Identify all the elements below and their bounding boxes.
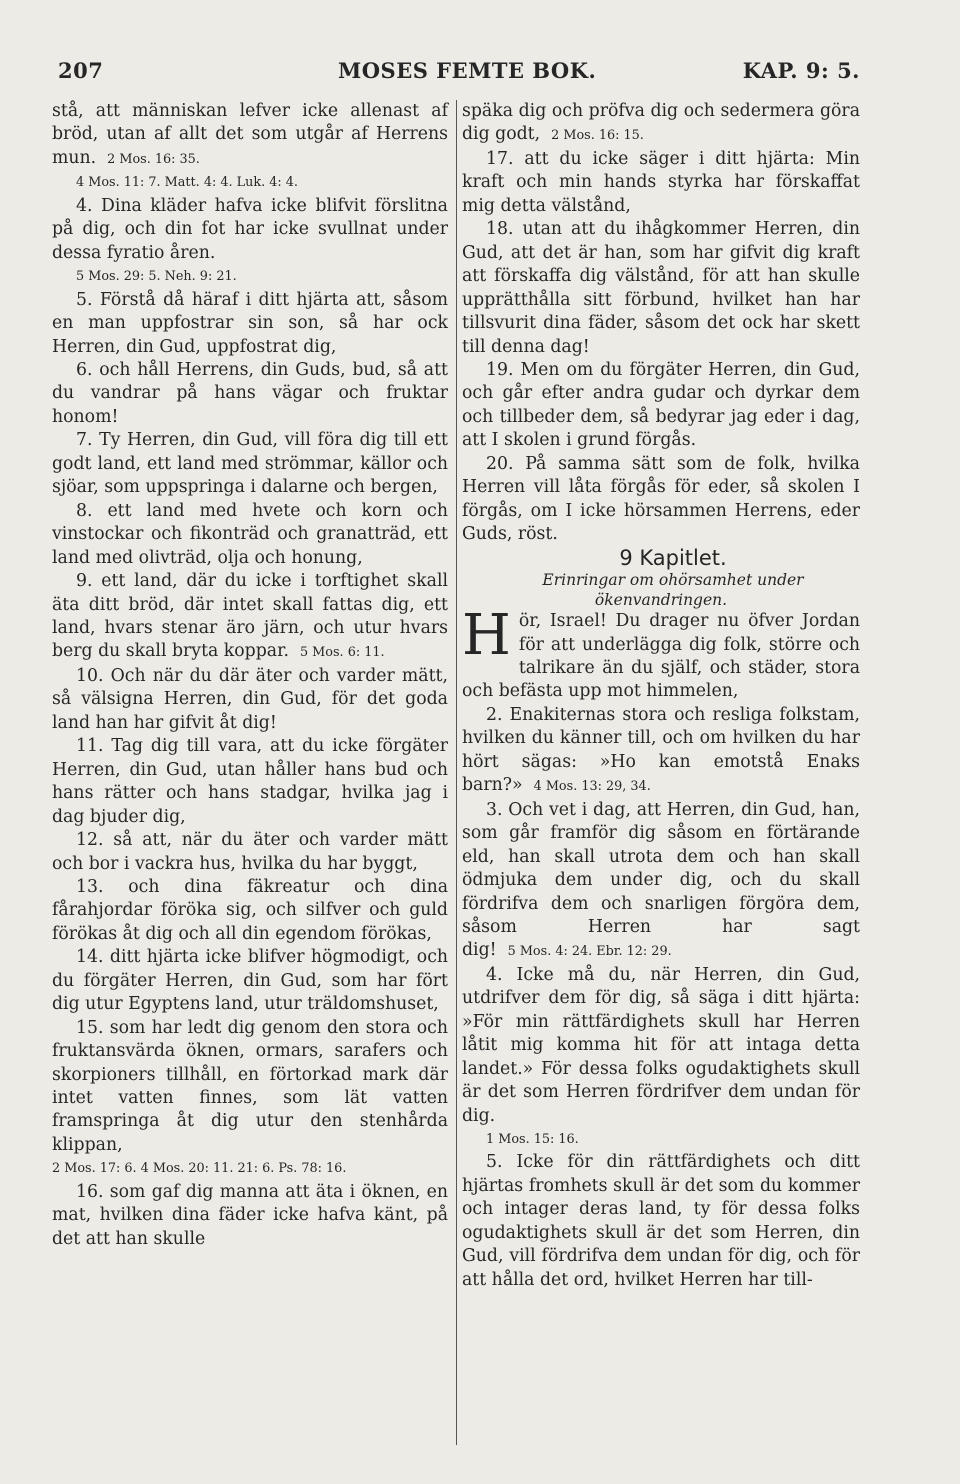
verse-text: 5. Förstå då häraf i ditt hjärta att, såsom en man uppfostrar sin son, så har ock Herren, din Gud, uppfostrat dig, — [52, 289, 448, 357]
verse-text: späka dig och pröfva dig och sedermera göra dig godt, — [462, 101, 860, 145]
verse-text: 19. Men om du förgäter Herren, din Gud, och går efter andra gudar och dyrkar dem och tillbeder dem, så bedyrar jag eder i dag, att I skolen i grund förgås. — [462, 359, 860, 451]
verse-text: 7. Ty Herren, din Gud, vill föra dig till ett godt land, ett land med strömmar, källor och sjöar, som uppspringa i dalarne och bergen, — [52, 430, 448, 498]
verse-text: 4. Dina kläder hafva icke blifvit förslitna på dig, och din fot har icke svullnat under dessa fyratio åren. — [52, 195, 448, 263]
verse-paragraph — [52, 1181, 448, 1251]
verse-text: 11. Tag dig till vara, att du icke förgäter Herren, din Gud, utan håller hans bud och hans rätter och hans stadgar, hvilka jag i dag bjuder dig, — [52, 736, 448, 827]
verse-paragraph — [52, 100, 448, 171]
verse-text: 16. som gaf dig manna att äta i öknen, en mat, hvilken dina fäder icke hafva känt, på det att han skulle — [52, 1181, 448, 1249]
verse-text: 10. Och när du där äter och varder mätt, så välsigna Herren, din Gud, för det goda land han har gifvit åt dig! — [52, 665, 448, 733]
verse-text: 3. Och vet i dag, att Herren, din Gud, han, som går framför dig såsom en förtärande eld, han skall utrota dem och han skall ödmjuka dem under dig, och du skall fördrifva dem och snarligen förgöra dem, såsom Herren har sagt dig! — [462, 799, 860, 961]
verse-paragraph — [462, 218, 860, 359]
chapter-title: 9 Kapitlet. — [619, 545, 727, 570]
verse-text: 8. ett land med hvete och korn och vinstockar och fikonträd och granatträd, ett land med olivträd, olja och honung, — [52, 500, 448, 568]
verse-paragraph — [462, 148, 860, 218]
verse-text: 14. ditt hjärta icke blifver högmodigt, och du förgäter Herren, din Gud, som har fört dig utur Egyptens land, utur träldomshuset, — [52, 947, 448, 1015]
verse-text: 15. som har ledt dig genom den stora och fruktansvärda öknen, ormars, sarafers och skorpioners tillhåll, en förtorkad mark där intet vatten finnes, som lät vatten framspringa åt dig utur den stenhårda klippan, — [52, 1017, 448, 1155]
verse-paragraph — [52, 195, 448, 265]
cross-reference: 4 Mos. 11: 7. Matt. 4: 4. Luk. 4: 4. — [76, 175, 298, 191]
cross-reference: 4 Mos. 13: 29, 34. — [533, 779, 651, 795]
cross-reference: 1 Mos. 15: 16. — [486, 1132, 579, 1148]
verse-paragraph — [462, 799, 860, 964]
verse-paragraph — [52, 500, 448, 570]
verse-paragraph — [52, 946, 448, 1016]
cross-reference: 2 Mos. 17: 6. 4 Mos. 20: 11. 21: 6. Ps. 78: 16. — [52, 1161, 347, 1177]
verse-paragraph — [52, 735, 448, 829]
verse-paragraph — [52, 876, 448, 946]
verse-paragraph — [52, 429, 448, 499]
verse-paragraph — [52, 289, 448, 359]
verse-text: 17. att du icke säger i ditt hjärta: Min kraft och min hands styrka har förskaffat mig detta välstånd, — [462, 148, 860, 216]
verse-paragraph — [462, 359, 860, 453]
page-number: 207 — [58, 58, 104, 83]
first-verse — [462, 603, 860, 704]
verse-paragraph — [462, 453, 860, 547]
verse-paragraph — [52, 665, 448, 735]
cross-reference: 5 Mos. 29: 5. Neh. 9: 21. — [76, 269, 237, 285]
cross-reference: 2 Mos. 16: 35. — [107, 151, 200, 167]
drop-cap: H — [462, 603, 511, 669]
cross-reference: 5 Mos. 6: 11. — [299, 645, 385, 661]
verse-paragraph — [462, 1151, 860, 1292]
verse-text: 2. Enakiternas stora och resliga folkstam, hvilken du känner till, och om hvilken du har hört sägas: »Ho kan emotstå Enaks barn?» — [462, 704, 860, 796]
verse-text: 9. ett land, där du icke i torftighet skall äta ditt bröd, där intet skall fattas dig, ett land, hvars stenar äro järn, och utur hvars berg du skall bryta koppar. — [52, 571, 448, 662]
column-divider — [456, 100, 457, 1445]
verse-text: 4. Icke må du, när Herren, din Gud, utdrifver dem för dig, så säga i ditt hjärta: »För min rättfärdighets skull har Herren låtit mig komma hit för att intaga detta landet.» För dessa folks ogudaktighets skull är det som Herren fördrifver dem undan för dig. — [462, 964, 860, 1126]
verse-text: 18. utan att du ihågkommer Herren, din Gud, att det är han, som har gifvit dig kraft att förskaffa dig välstånd, för att han skulle upprätthålla sitt förbund, hvilket han har tillsvurit dina fäder, såsom det ock har skett till denna dag! — [462, 219, 860, 357]
verse-text: 12. så att, när du äter och varder mätt och bor i vackra hus, hvilka du har byggt, — [52, 830, 448, 874]
chapter-subtitle: Erinringar om ohörsamhet under ökenvandringen. — [542, 571, 804, 610]
left-column — [52, 100, 448, 1251]
running-header — [52, 58, 860, 88]
verse-text: 5. Icke för din rättfärdighets och ditt hjärtas fromhets skull är det som du kommer och intager deras land, ty för dessa folks ogudaktighets skull är det som Herren, din Gud, vill fördrifva dem undan för dig, och för att hålla det ord, hvilket Herren har till- — [462, 1152, 860, 1290]
verse-paragraph — [52, 829, 448, 876]
verse-paragraph — [462, 704, 860, 799]
verse-text: ör, Israel! Du drager nu öfver Jordan för att underlägga dig folk, större och talrikare än du själf, och städer, stora och befästa upp mot himmelen, — [462, 611, 860, 702]
cross-reference: 5 Mos. 4: 24. Ebr. 12: 29. — [507, 944, 672, 960]
verse-paragraph — [462, 964, 860, 1128]
chapter-reference: KAP. 9: 5. — [742, 58, 860, 83]
book-title: MOSES FEMTE BOK. — [338, 58, 597, 83]
verse-paragraph — [52, 359, 448, 429]
verse-text: 13. och dina fäkreatur och dina fårahjordar föröka sig, och silfver och guld förökas åt dig och all din egendom förökas, — [52, 876, 448, 944]
verse-text: 6. och håll Herrens, din Guds, bud, så att du vandrar på hans vägar och fruktar honom! — [52, 359, 448, 427]
right-column — [462, 100, 860, 1292]
verse-paragraph — [462, 100, 860, 148]
cross-reference: 2 Mos. 16: 15. — [551, 128, 644, 144]
verse-text: stå, att människan lefver icke allenast af bröd, utan af allt det som utgår af Herrens mun. — [52, 101, 448, 168]
verse-paragraph — [52, 1017, 448, 1158]
verse-text: 20. På samma sätt som de folk, hvilka Herren vill låta förgås för eder, så skolen I förgås, om I icke hörsammen Herrens, eder Guds, röst. — [462, 453, 860, 545]
verse-paragraph — [52, 570, 448, 665]
